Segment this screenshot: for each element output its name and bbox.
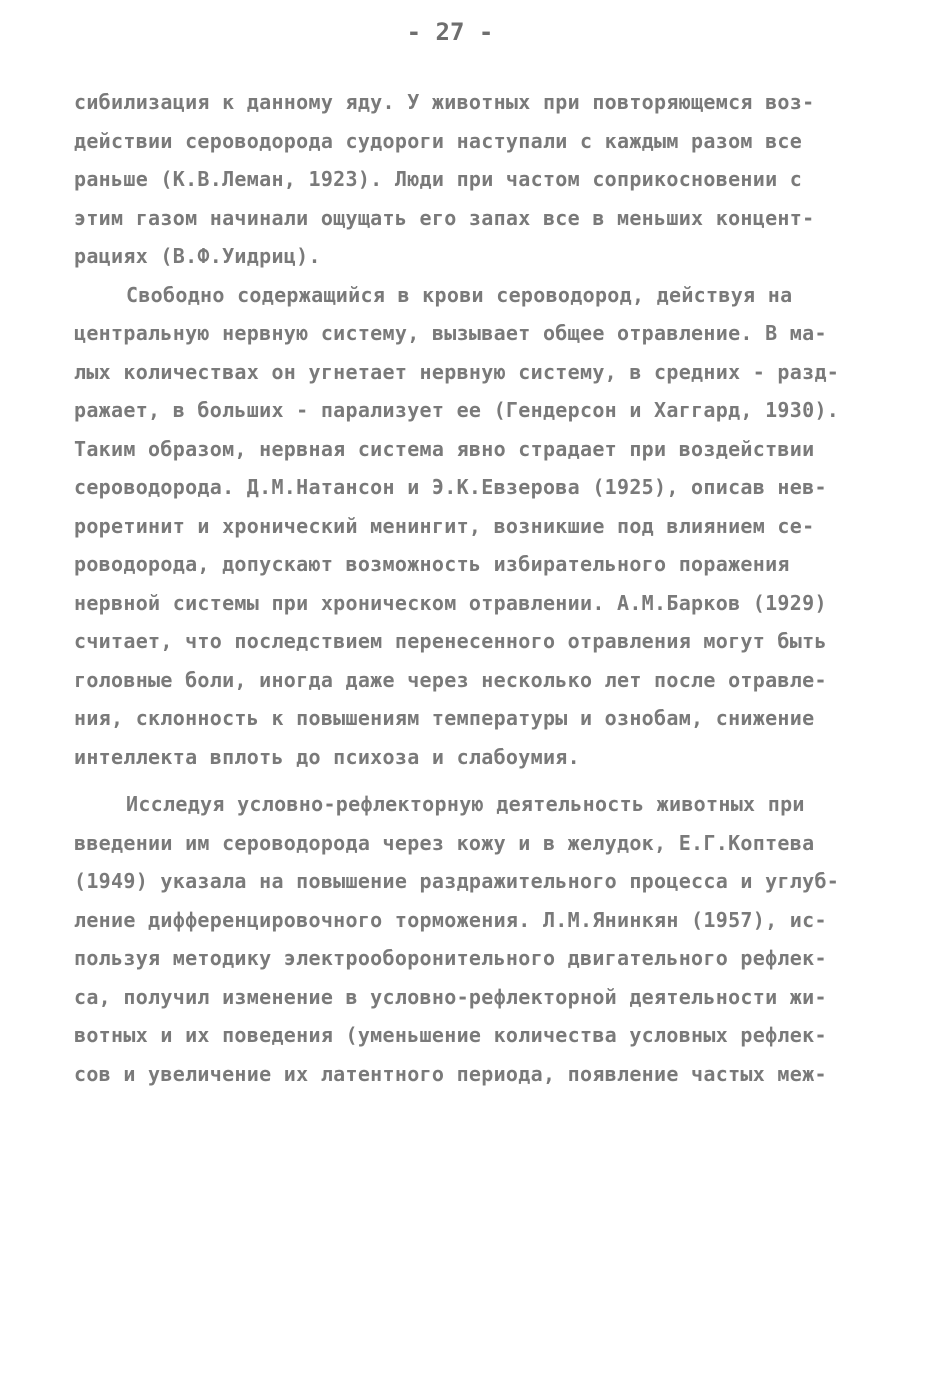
text-line: этим газом начинали ощущать его запах все в меньших концент- — [74, 205, 815, 230]
text-line: Исследуя условно-рефлекторную деятельность животных при — [126, 792, 805, 816]
text-line: головные боли, иногда даже через несколько лет после отравле- — [74, 667, 827, 692]
text-line: действии сероводорода судороги наступали с каждым разом все — [74, 128, 803, 153]
text-line: Свободно содержащийся в крови сероводород, действуя на — [126, 282, 793, 307]
text-line: нервной системы при хроническом отравлении. А.М.Барков (1929) — [74, 590, 827, 615]
text-line: сероводорода. Д.М.Натансон и Э.К.Евзерова (1925), описав нев- — [74, 475, 827, 499]
text-line: рациях (В.Ф.Уидриц). — [74, 244, 321, 268]
text-line: пользуя методику электрооборонительного двигательного рефлек- — [74, 946, 827, 970]
body-text — [74, 83, 864, 1093]
text-line: сибилизация к данному яду. У животных при повторяющемся воз- — [74, 90, 815, 114]
text-line: ражает, в больших - парализует ее (Гендерсон и Хаггард, 1930). — [74, 398, 840, 422]
text-line: лых количествах он угнетает нервную систему, в средних - разд- — [74, 359, 840, 384]
text-line: роводорода, допускают возможность избирательного поражения — [74, 552, 790, 576]
text-line: центральную нервную систему, вызывает общее отравление. В ма- — [74, 321, 827, 345]
text-line: интеллекта вплоть до психоза и слабоумия. — [74, 744, 580, 769]
text-line: вотных и их поведения (уменьшение количества условных рефлек- — [74, 1023, 827, 1047]
text-line: ление дифференцировочного торможения. Л.М.Янинкян (1957), ис- — [74, 907, 827, 932]
text-line: (1949) указала на повышение раздражительного процесса и углуб- — [74, 869, 840, 893]
text-line: сов и увеличение их латентного периода, появление частых меж- — [74, 1061, 827, 1086]
text-line: Таким образом, нервная система явно страдает при воздействии — [74, 436, 815, 461]
text-line: ния, склонность к повышениям температуры и ознобам, снижение — [74, 706, 815, 730]
text-line: введении им сероводорода через кожу и в желудок, Е.Г.Коптева — [74, 830, 815, 855]
text-line: считает, что последствием перенесенного отравления могут быть — [74, 629, 827, 653]
text-line: роретинит и хронический менингит, возникшие под влиянием се- — [74, 513, 815, 538]
text-line: са, получил изменение в условно-рефлекторной деятельности жи- — [74, 984, 827, 1009]
text-line: раньше (К.В.Леман, 1923). Люди при частом соприкосновении с — [74, 167, 803, 191]
page-number: - 27 - — [406, 18, 494, 46]
